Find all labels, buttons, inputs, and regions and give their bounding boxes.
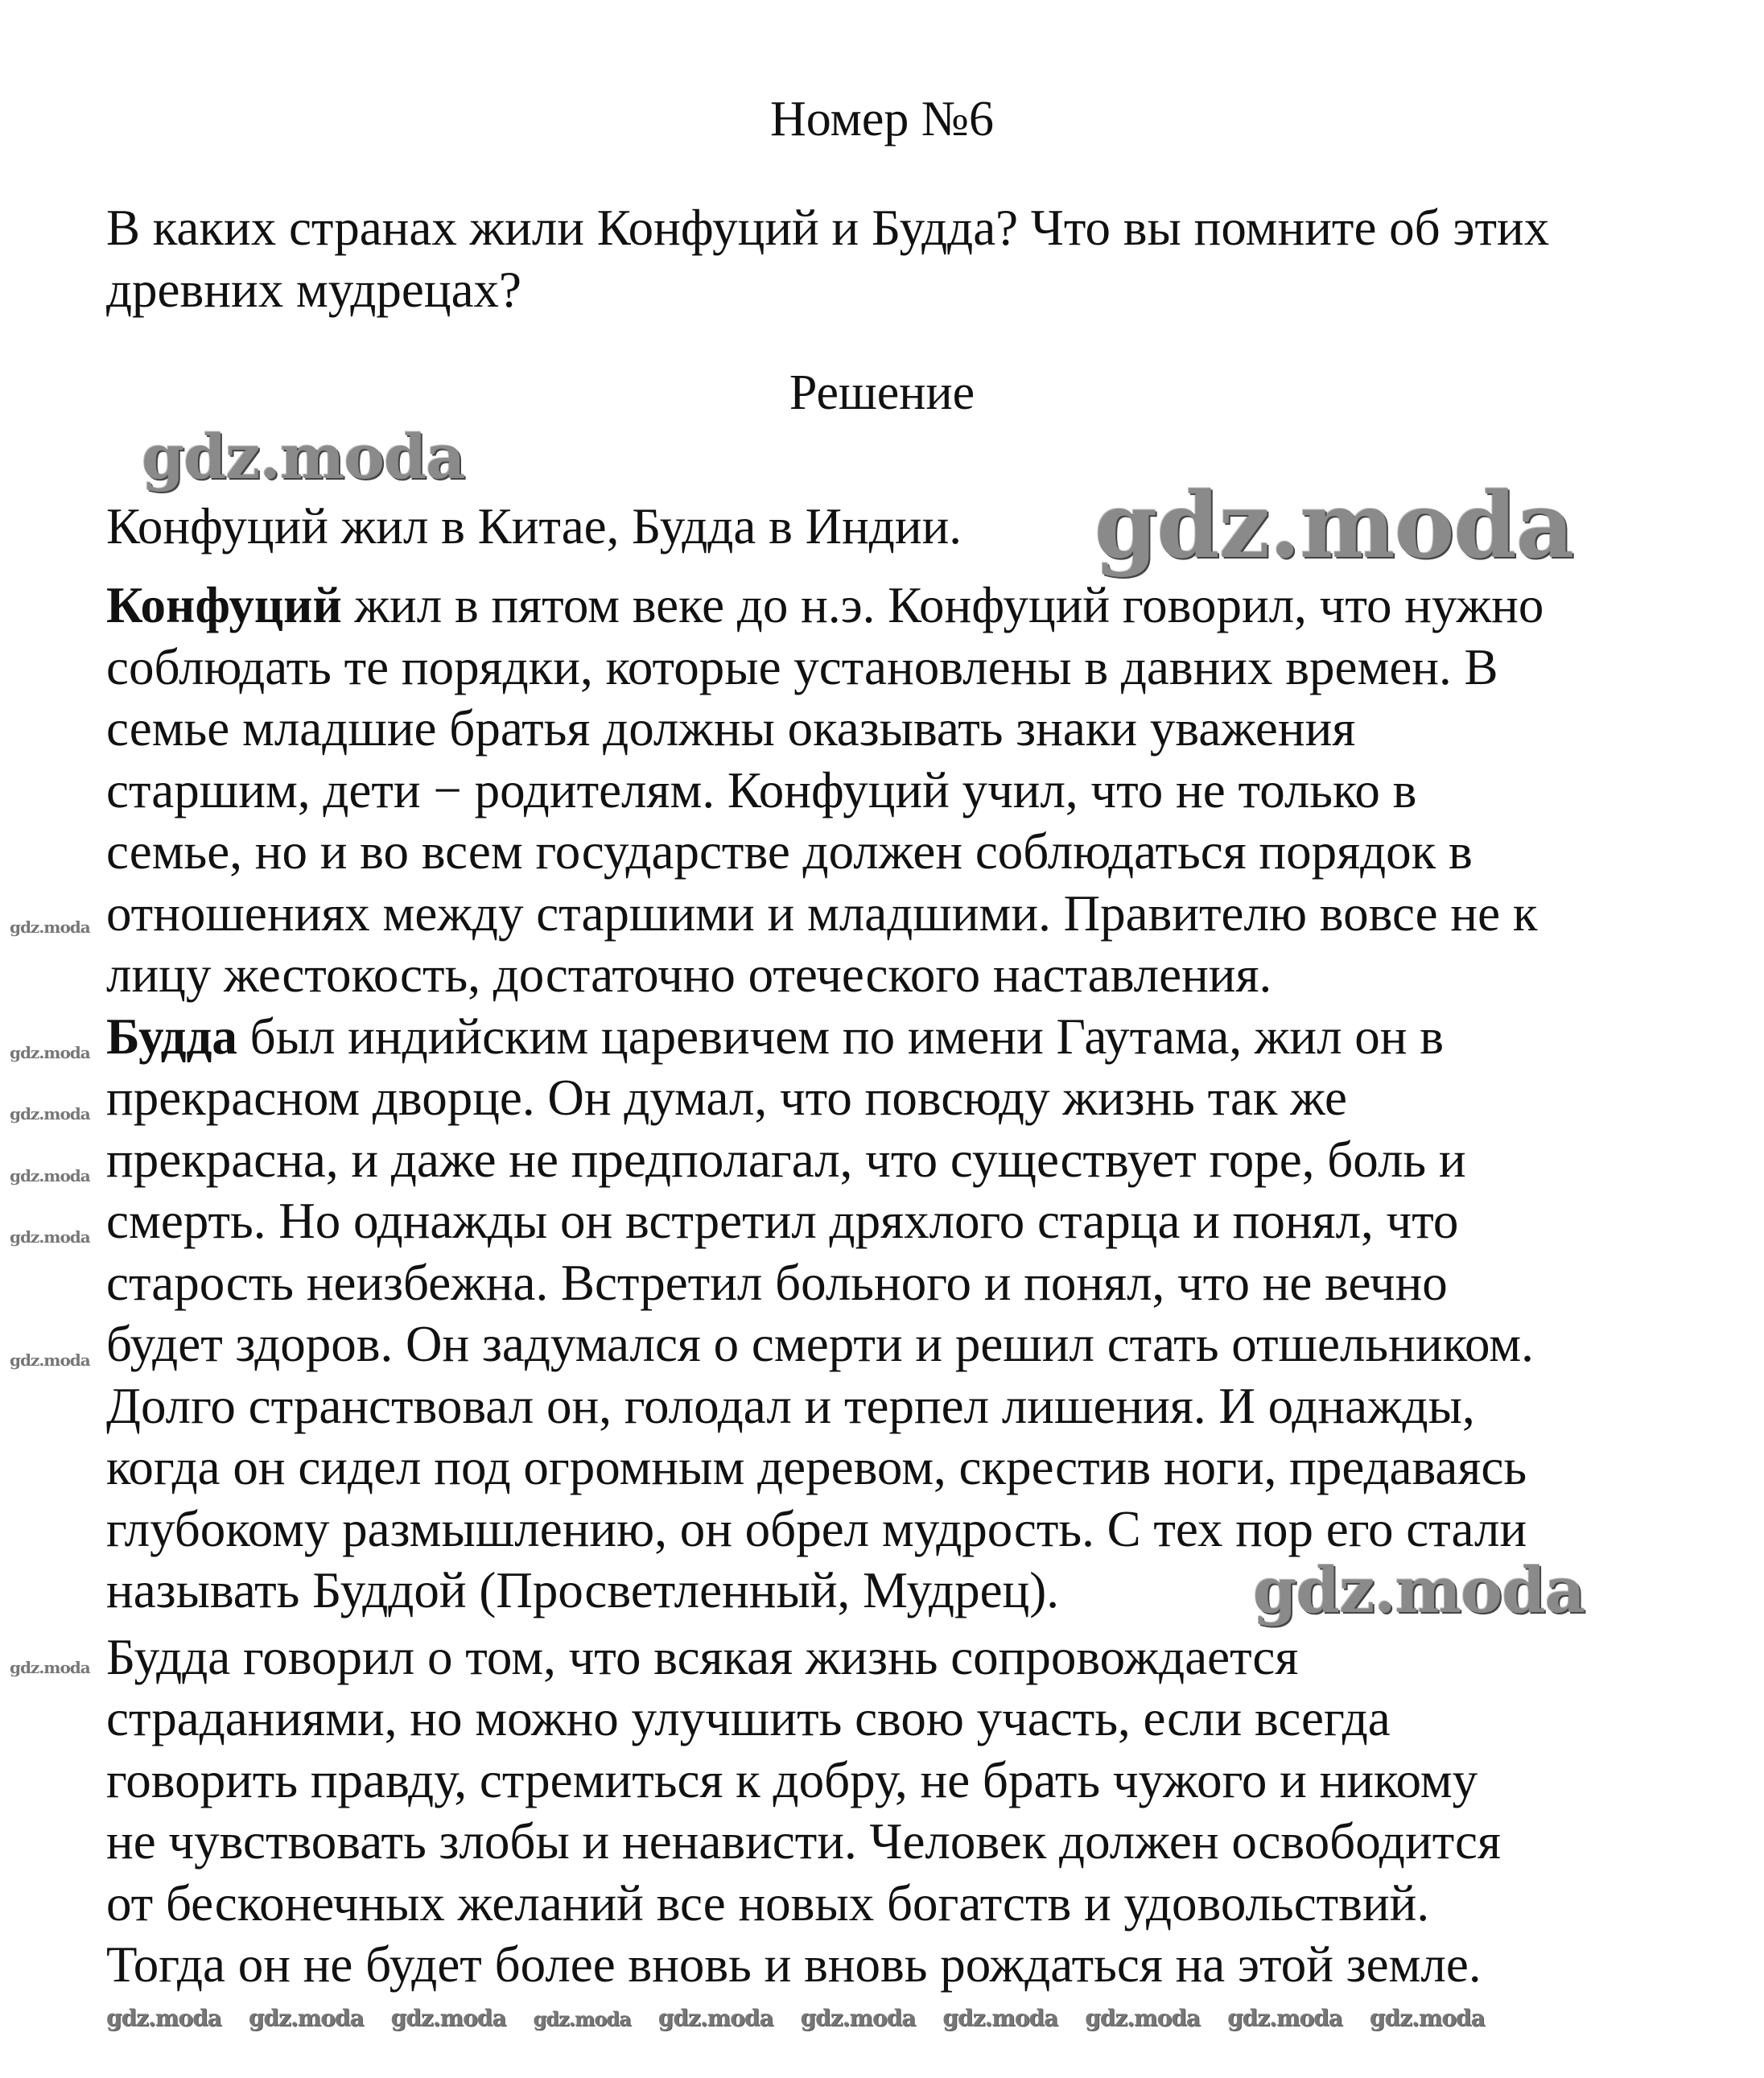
bold-term: Конфуций	[106, 577, 342, 633]
line-text: называть Буддой (Просветленный, Мудрец).	[106, 1562, 1059, 1618]
text-line	[106, 1688, 1391, 1749]
watermark-small: gdz.moda	[10, 1350, 90, 1370]
watermark-small: gdz.moda	[533, 2007, 631, 2031]
watermark-small: gdz.moda	[10, 1104, 90, 1124]
watermark-small: gdz.moda	[1227, 2005, 1342, 2031]
solution-heading: Решение	[789, 365, 975, 420]
text-line	[106, 1252, 1448, 1313]
text-line	[106, 1006, 1444, 1067]
text-line	[106, 496, 962, 557]
line-text: Тогда он не будет более вновь и вновь рождаться на этой земле.	[106, 1936, 1482, 1993]
line-text: семье, но и во всем государстве должен соблюдаться порядок в	[106, 823, 1473, 880]
watermark-small: gdz.moda	[10, 1043, 90, 1062]
line-text: когда он сидел под огромным деревом, скрестив ноги, предаваясь	[106, 1439, 1527, 1495]
watermark-small: gdz.moda	[800, 2005, 916, 2031]
line-text: отношениях между старшими и младшими. Правителю вовсе не к	[106, 884, 1538, 942]
text-line	[106, 821, 1473, 882]
line-text: Конфуций жил в Китае, Будда в Индии.	[106, 498, 962, 555]
line-text: глубокому размышлению, он обрел мудрость. С тех пор его стали	[106, 1500, 1527, 1557]
line-text: не чувствовать злобы и ненависти. Человек должен освободится	[106, 1813, 1501, 1870]
watermark-small: gdz.moda	[10, 1658, 90, 1677]
line-text: от бесконечных желаний все новых богатств и удовольствий.	[106, 1874, 1430, 1932]
text-line	[106, 1067, 1347, 1128]
bold-term: Будда	[106, 1008, 237, 1065]
watermark-logo: gdz.moda	[1094, 473, 1574, 579]
watermark-small: gdz.moda	[10, 1166, 90, 1185]
line-text: будет здоров. Он задумался о смерти и решил стать отшельником.	[106, 1316, 1534, 1372]
line-text: Долго странствовал он, голодал и терпел лишения. И однажды,	[106, 1377, 1475, 1434]
watermark-small: gdz.moda	[942, 2005, 1058, 2031]
line-text: семье младшие братья должны оказывать знаки уважения	[106, 700, 1356, 757]
line-text: страданиями, но можно улучшить свою участь, если всегда	[106, 1690, 1391, 1746]
text-line	[106, 1190, 1458, 1251]
text-line	[106, 1375, 1475, 1437]
text-line	[106, 1499, 1527, 1560]
watermark-small: gdz.moda	[106, 2005, 221, 2031]
watermark-small: gdz.moda	[390, 2005, 506, 2031]
line-text: старость неизбежна. Встретил больного и понял, что не вечно	[106, 1254, 1448, 1311]
watermark-logo: gdz.moda	[142, 421, 465, 493]
page-title: Номер №6	[769, 92, 994, 146]
watermark-small: gdz.moda	[1085, 2005, 1201, 2031]
line-text: был индийским царевичем по имени Гаутама, жил он в	[237, 1008, 1444, 1065]
text-line	[106, 760, 1416, 821]
watermark-small: gdz.moda	[10, 1227, 90, 1247]
question-line-2: древних мудрецах?	[106, 262, 521, 318]
text-line	[106, 1811, 1501, 1872]
line-text: лицу жестокость, достаточно отеческого наставления.	[106, 946, 1272, 1003]
text-line	[106, 698, 1355, 759]
text-line	[106, 944, 1271, 1005]
line-text: старшим, дети − родителям. Конфуций учил, что не только в	[106, 761, 1417, 818]
watermark-small: gdz.moda	[657, 2005, 773, 2031]
line-text: смерть. Но однажды он встретил дряхлого старца и понял, что	[106, 1193, 1459, 1249]
text-line	[106, 1934, 1482, 1995]
text-line	[106, 1313, 1534, 1375]
watermark-small: gdz.moda	[1369, 2005, 1485, 2031]
text-line	[106, 1873, 1429, 1934]
line-text: говорить правду, стремиться к добру, не брать чужого и никому	[106, 1751, 1478, 1808]
line-text: жил в пятом веке до н.э. Конфуций говорил, что нужно	[341, 577, 1544, 633]
line-text: прекрасном дворце. Он думал, что повсюду жизнь так же	[106, 1070, 1347, 1126]
watermark-small: gdz.moda	[10, 917, 90, 937]
text-line	[106, 1627, 1298, 1688]
text-line	[106, 1129, 1466, 1190]
text-line	[106, 575, 1544, 636]
text-line	[106, 883, 1537, 944]
watermark-logo: gdz.moda	[1253, 1554, 1585, 1627]
line-text: соблюдать те порядки, которые установлены в давних времен. В	[106, 638, 1498, 695]
text-line	[106, 1750, 1478, 1811]
watermark-row	[106, 2006, 1485, 2032]
text-line	[106, 637, 1498, 698]
question-line-1: В каких странах жили Конфуций и Будда? Что вы помните об этих	[106, 200, 1550, 256]
watermark-small: gdz.moda	[248, 2005, 364, 2031]
line-text: Будда говорил о том, что всякая жизнь сопровождается	[106, 1628, 1299, 1685]
text-line	[106, 1560, 1059, 1621]
text-line	[106, 1437, 1527, 1498]
line-text: прекрасна, и даже не предполагал, что существует горе, боль и	[106, 1131, 1466, 1188]
